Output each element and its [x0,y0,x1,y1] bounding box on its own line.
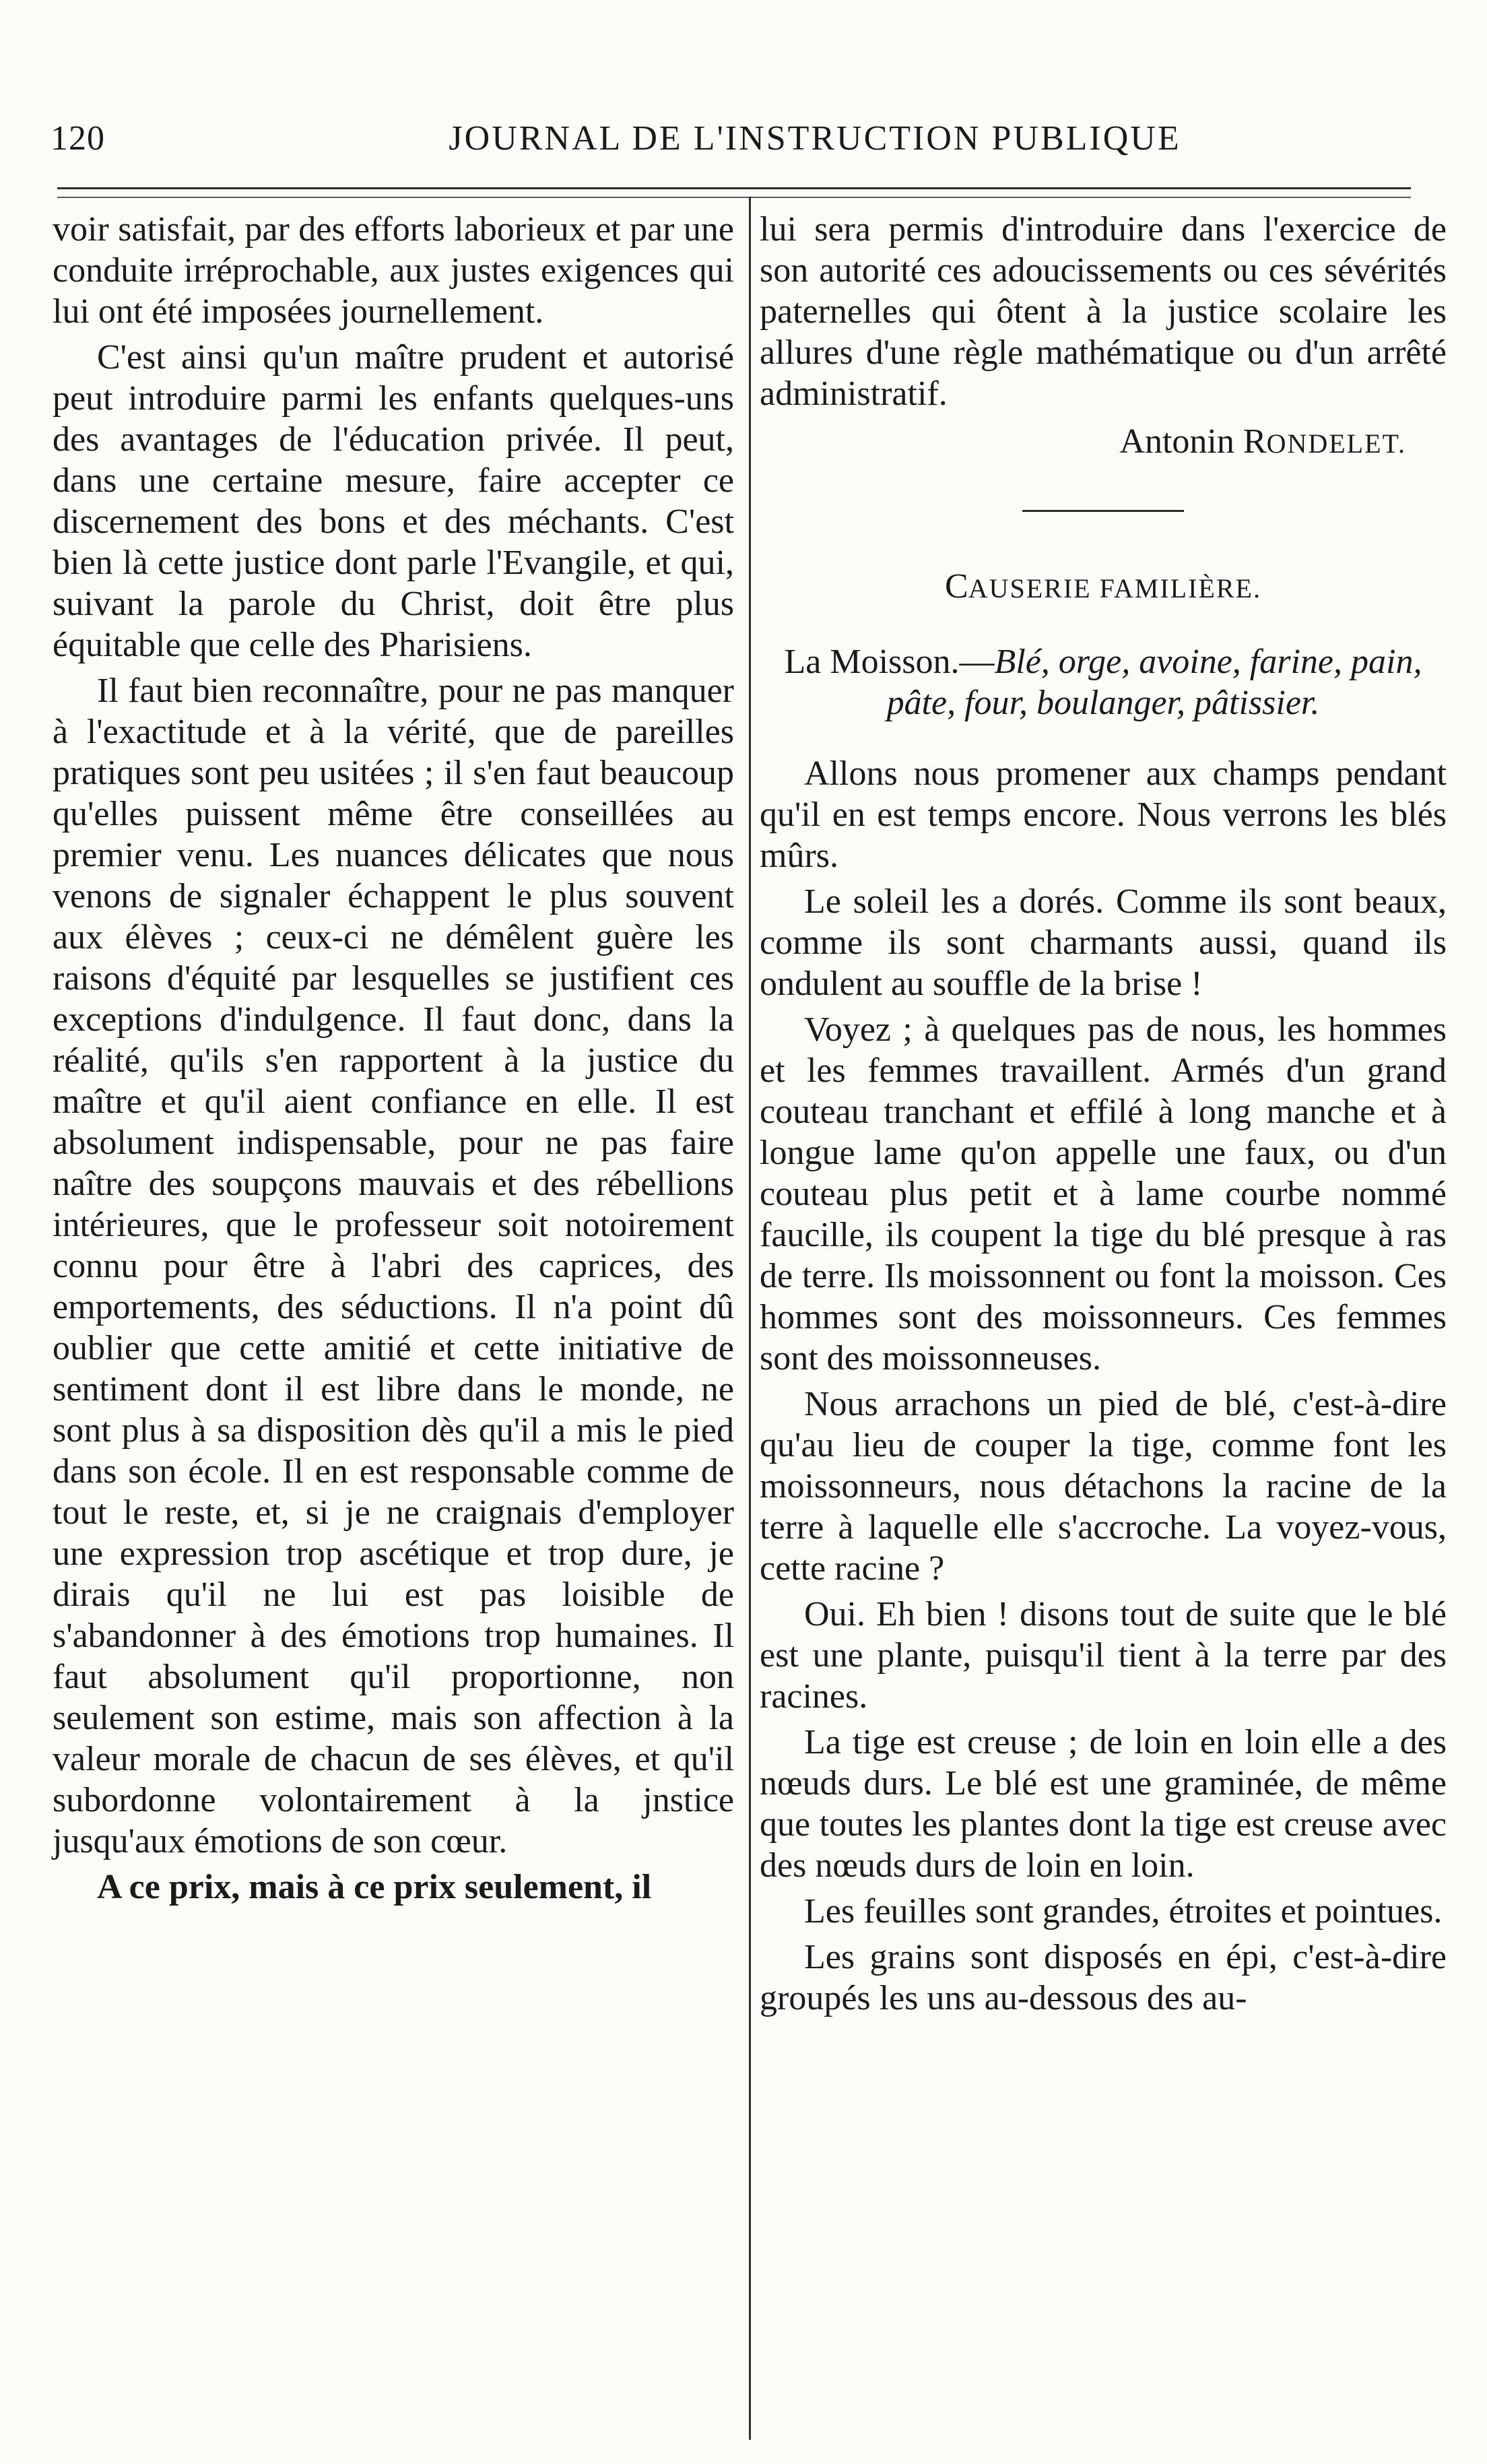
paragraph: Les grains sont disposés en épi, c'est-à-dire groupés les uns au-dessous des au- [760,1938,1447,2017]
paragraph: Allons nous promener aux champs pendant qu'il en est temps encore. Nous verrons les blés mûrs. [760,754,1447,875]
paragraph: C'est ainsi qu'un maître prudent et autorisé peut introduire parmi les enfants quelques-uns des avantages de l'éducation privée. Il peut, dans une certaine mesure, faire accepter ce discernement des bons et des méchants. C'est bien là cette justice dont parle l'Evangile, et qui, suivant la parole du Christ, doit être plus équitable que celle des Pharisiens. [53,338,734,664]
paragraph: La tige est creuse ; de loin en loin elle a des nœuds durs. Le blé est une graminée, de même que toutes les plantes dont la tige est creuse avec des nœuds durs de loin en loin. [760,1723,1447,1885]
journal-title: JOURNAL DE L'INSTRUCTION PUBLIQUE [449,119,1181,158]
header-rule-top [57,187,1411,189]
signature-initial: R [1243,422,1267,461]
lesson-subtitle: Blé, orge, avoine, farine, pain, pâte, four, boulanger, pâtissier. [886,643,1422,722]
lesson-heading [760,641,1447,723]
header-rule-bottom [57,197,1411,198]
lesson-title: La Moisson.— [784,643,995,681]
paragraph: Le soleil les a dorés. Comme ils sont beaux, comme ils sont charmants aussi, quand ils ondulent au souffle de la brise ! [760,882,1447,1003]
author-signature [760,421,1447,464]
paragraph: Oui. Eh bien ! disons tout de suite que le blé est une plante, puisqu'il tient à la terre par des racines. [760,1595,1447,1716]
section-title-initial: C [945,567,968,606]
right-column [760,209,1447,2019]
signature-first-name: Antonin [1119,422,1234,461]
paragraph-bold: A ce prix, mais à ce prix seulement, il [97,1868,652,1906]
column-divider [749,197,751,2440]
paragraph: Il faut bien reconnaître, pour ne pas manquer à l'exactitude et à la vérité, que de pareilles pratiques sont peu usitées ; il s'en faut beaucoup qu'elles puissent même être conseillées au premier venu. Les nuances délicates que nous venons de signaler échappent le plus souvent aux élèves ; ceux-ci ne démêlent guère les raisons d'équité par lesquelles se justifient ces exceptions d'indulgence. Il faut donc, dans la réalité, qu'ils s'en rapportent à la justice du maître et qu'il aient confiance en elle. Il est absolument indispensable, pour ne pas faire naître des soupçons mauvais et des rébellions intérieures, que le professeur soit notoirement connu pour être à l'abri des caprices, des emportements, des séductions. Il n'a point dû oublier que cette amitié et cette initiative de sentiment dont il est libre dans le monde, ne sont plus à sa disposition dès qu'il a mis le pied dans son école. Il en est responsable comme de tout le reste, et, si je ne craignais d'employer une expression trop ascétique et trop dure, je dirais qu'il ne lui est pas loisible de s'abandonner à des émotions trop humaines. Il faut absolument qu'il proportionne, non seulement son estime, mais son affection à la valeur morale de chacun de ses élèves, et qu'il subordonne volontairement à la jnstice jusqu'aux émotions de son cœur. [53,672,734,1860]
page-number: 120 [51,119,105,158]
signature-last-name: ONDELET. [1266,428,1406,459]
paragraph: Voyez ; à quelques pas de nous, les hommes et les femmes travaillent. Armés d'un grand couteau tranchant et effilé à long manche et à longue lame qu'on appelle une faux, ou d'un couteau plus petit et à lame courbe nommé faucille, ils coupent la tige du blé presque à ras de terre. Ils moissonnent ou font la moisson. Ces hommes sont des moissonneurs. Ces femmes sont des moissonneuses. [760,1010,1447,1377]
paragraph: lui sera permis d'introduire dans l'exercice de son autorité ces adoucissements ou ces sévérités paternelles qui ôtent à la justice scolaire les allures d'une règle mathématique ou d'un arrêté administratif. [760,210,1447,413]
paragraph: Nous arrachons un pied de blé, c'est-à-dire qu'au lieu de couper la tige, comme font les moissonneurs, nous détachons la racine de la terre à laquelle elle s'accroche. La voyez-vous, cette racine ? [760,1385,1447,1588]
section-title [760,566,1447,609]
paragraph: Les feuilles sont grandes, étroites et pointues. [804,1892,1443,1931]
section-divider [1022,510,1184,512]
paragraph: voir satisfait, par des efforts laborieux et par une conduite irréprochable, aux justes exigences qui lui ont été imposées journellement. [53,210,734,331]
section-title-rest: AUSERIE FAMILIÈRE. [968,573,1261,604]
page-header [51,111,1438,165]
left-column [53,209,734,1908]
